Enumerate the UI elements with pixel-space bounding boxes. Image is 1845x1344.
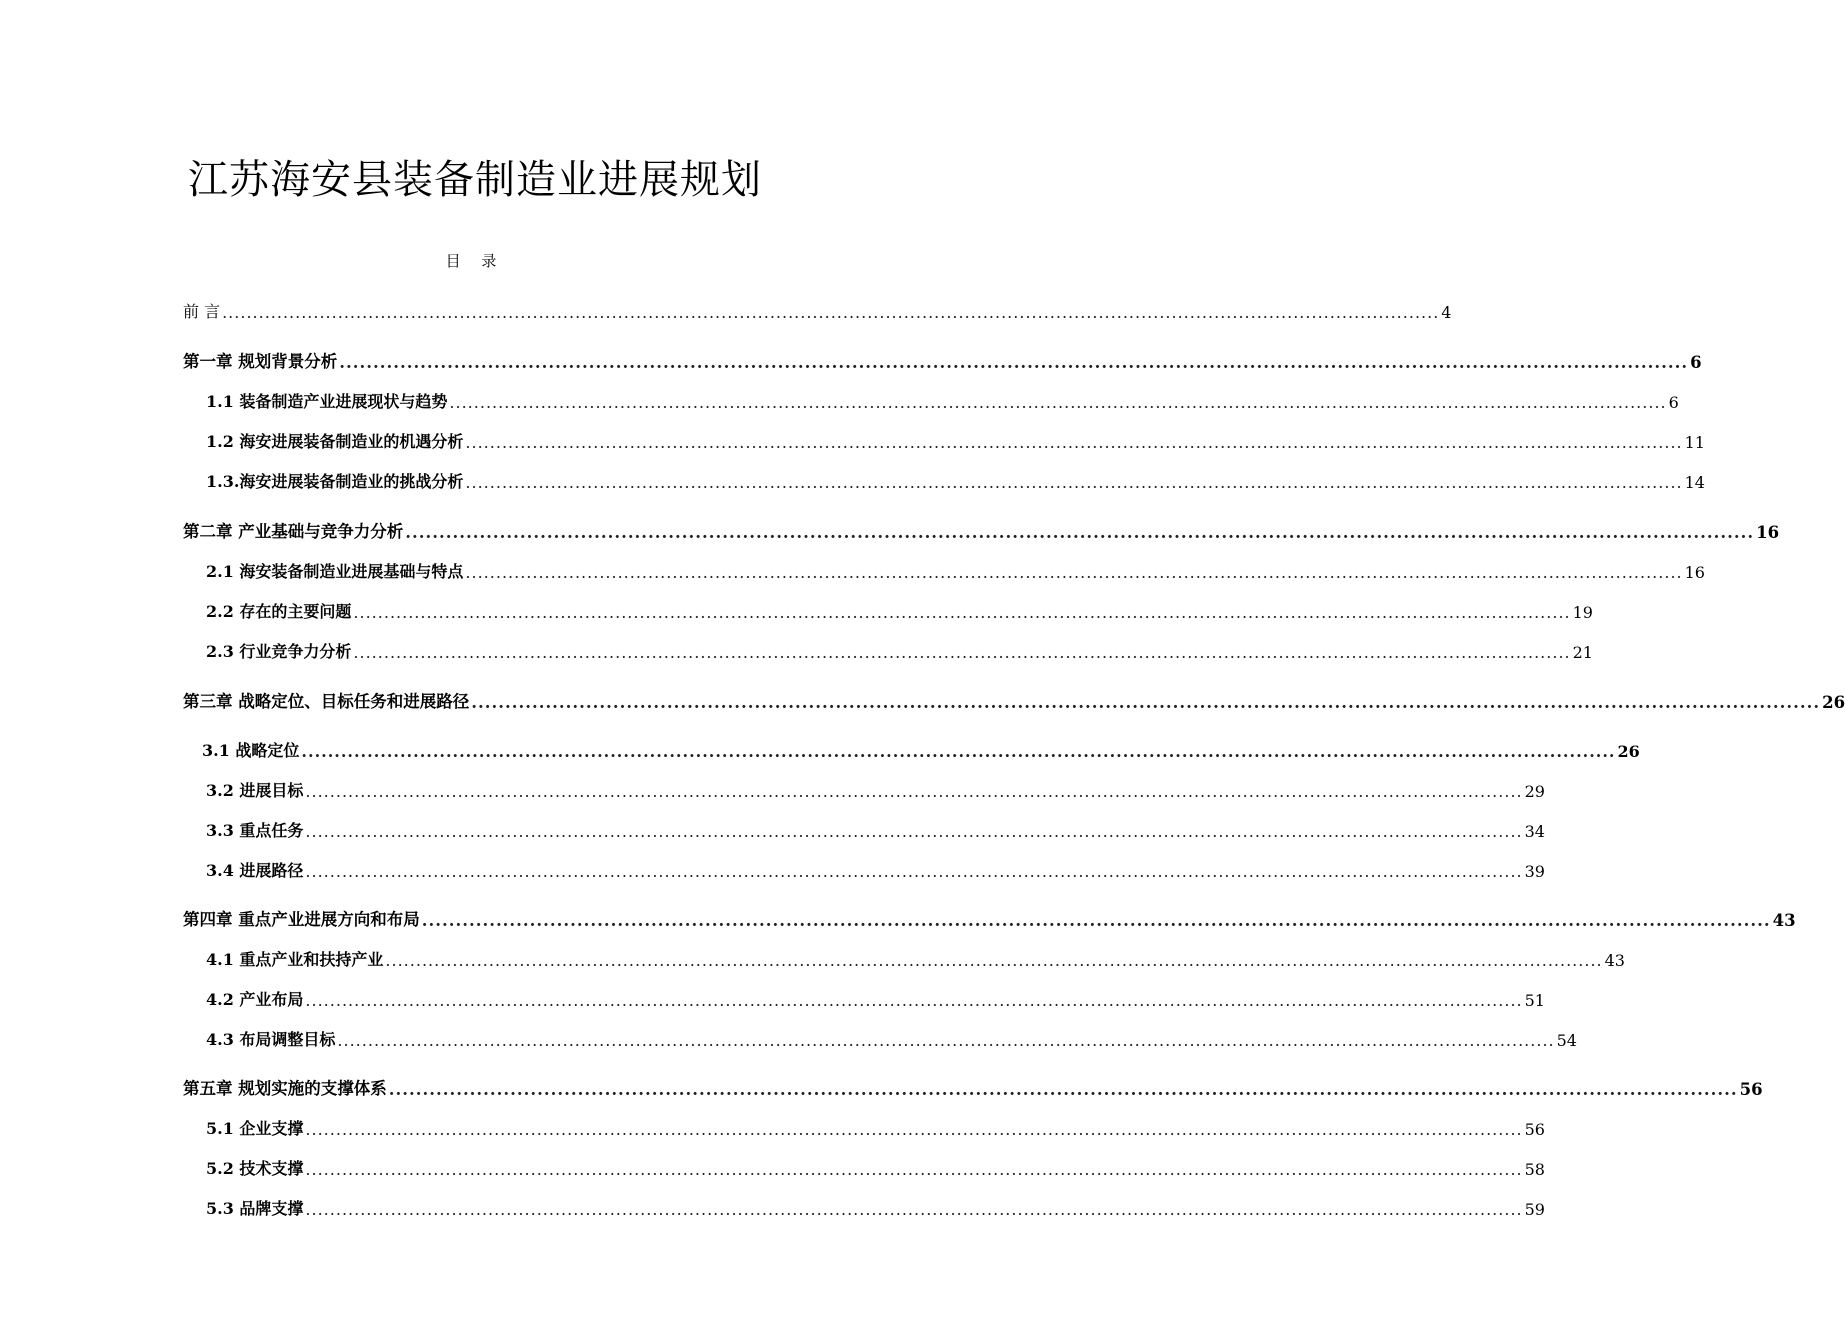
toc-leader-dots: ........................................................................................................................................................................................................ <box>305 862 1523 881</box>
toc-leader-dots: ........................................................................................................................................................................................................ <box>305 991 1523 1010</box>
toc-entry[interactable] <box>206 558 1705 582</box>
toc-leader-dots: ........................................................................................................................................................................................................ <box>305 822 1523 841</box>
toc-entry-label: 第四章 重点产业进展方向和布局 <box>183 910 420 929</box>
toc-entry-label: 第一章 规划背景分析 <box>183 352 338 371</box>
toc-entry[interactable] <box>206 598 1593 622</box>
toc-entry[interactable] <box>206 638 1593 662</box>
toc-entry-label: 3.3 重点任务 <box>206 821 304 840</box>
toc-entry[interactable] <box>206 428 1705 452</box>
toc-page-number: 56 <box>1739 1080 1763 1099</box>
toc-chapter-entry[interactable] <box>183 348 1702 372</box>
toc-page-number: 43 <box>1604 951 1625 970</box>
toc-page-number: 34 <box>1524 822 1545 841</box>
toc-entry-label: 3.1 战略定位 <box>202 741 300 760</box>
toc-entry[interactable] <box>206 857 1545 881</box>
toc-entry-label: 5.2 技术支撑 <box>206 1159 304 1178</box>
document-title: 江苏海安县装备制造业进展规划 <box>188 157 762 203</box>
toc-page-number: 58 <box>1524 1160 1545 1179</box>
toc-entry[interactable] <box>206 1026 1577 1050</box>
toc-entry[interactable] <box>206 468 1705 492</box>
toc-leader-dots: ........................................................................................................................................................................................................ <box>353 643 1571 662</box>
toc-leader-dots: ........................................................................................................................................................................................................ <box>465 433 1683 452</box>
toc-leader-dots: ........................................................................................................................................................................................................ <box>305 782 1523 801</box>
toc-page-number: 56 <box>1524 1120 1545 1139</box>
toc-heading: 目 录 <box>445 252 505 270</box>
toc-entry-label: 4.2 产业布局 <box>206 990 304 1009</box>
toc-entry[interactable] <box>206 1155 1545 1179</box>
toc-leader-dots: ........................................................................................................................................................................................................ <box>353 603 1571 622</box>
toc-entry-label: 2.1 海安装备制造业进展基础与特点 <box>206 562 464 581</box>
toc-page-number: 16 <box>1684 563 1705 582</box>
toc-page-number: 59 <box>1524 1200 1545 1219</box>
toc-entry-label: 3.4 进展路径 <box>206 861 304 880</box>
toc-page-number: 16 <box>1756 523 1780 542</box>
toc-page-number: 43 <box>1772 911 1796 930</box>
toc-entry-label: 第五章 规划实施的支撑体系 <box>183 1079 387 1098</box>
toc-entry[interactable] <box>206 1115 1545 1139</box>
toc-entry-label: 2.2 存在的主要问题 <box>206 602 352 621</box>
toc-leader-dots: ........................................................................................................................................................................................................ <box>449 393 1667 412</box>
toc-leader-dots: ........................................................................................................................................................................................................ <box>388 1080 1738 1099</box>
toc-leader-dots: ........................................................................................................................................................................................................ <box>465 473 1683 492</box>
toc-entry[interactable] <box>183 298 1452 322</box>
toc-entry-label: 第二章 产业基础与竞争力分析 <box>183 522 404 541</box>
toc-page-number: 54 <box>1556 1031 1577 1050</box>
toc-entry-label: 2.3 行业竞争力分析 <box>206 642 352 661</box>
toc-page-number: 26 <box>1617 742 1640 761</box>
toc-leader-dots: ........................................................................................................................................................................................................ <box>305 1200 1523 1219</box>
toc-page-number: 26 <box>1822 693 1845 712</box>
toc-page-number: 14 <box>1684 473 1705 492</box>
toc-chapter-entry[interactable] <box>183 906 1796 930</box>
toc-entry[interactable] <box>206 817 1545 841</box>
toc-entry-label: 1.1 装备制造产业进展现状与趋势 <box>206 392 448 411</box>
toc-page-number: 21 <box>1572 643 1593 662</box>
toc-entry-label: 1.2 海安进展装备制造业的机遇分析 <box>206 432 464 451</box>
toc-entry-label: 3.2 进展目标 <box>206 781 304 800</box>
toc-leader-dots: ........................................................................................................................................................................................................ <box>305 1160 1523 1179</box>
toc-entry-label: 第三章 战略定位、目标任务和进展路径 <box>183 692 470 711</box>
toc-entry-label: 4.3 布局调整目标 <box>206 1030 336 1049</box>
toc-entry[interactable] <box>206 946 1625 970</box>
toc-entry[interactable] <box>206 986 1545 1010</box>
toc-leader-dots: ........................................................................................................................................................................................................ <box>339 353 1689 372</box>
toc-leader-dots: ........................................................................................................................................................................................................ <box>337 1031 1555 1050</box>
toc-entry-label: 前 言 <box>183 302 221 321</box>
toc-entry[interactable] <box>206 388 1679 412</box>
toc-leader-dots: ........................................................................................................................................................................................................ <box>471 693 1821 712</box>
toc-page-number: 19 <box>1572 603 1593 622</box>
toc-entry[interactable] <box>206 1195 1545 1219</box>
toc-page-number: 29 <box>1524 782 1545 801</box>
toc-entry-label: 5.1 企业支撑 <box>206 1119 304 1138</box>
toc-entry[interactable] <box>202 737 1640 761</box>
toc-leader-dots: ........................................................................................................................................................................................................ <box>421 911 1771 930</box>
toc-leader-dots: ........................................................................................................................................................................................................ <box>301 742 1616 761</box>
toc-leader-dots: ........................................................................................................................................................................................................ <box>405 523 1755 542</box>
toc-page-number: 6 <box>1668 393 1679 412</box>
toc-chapter-entry[interactable] <box>183 688 1845 712</box>
toc-page-number: 6 <box>1690 353 1702 372</box>
toc-leader-dots: ........................................................................................................................................................................................................ <box>222 303 1440 322</box>
toc-page-number: 4 <box>1441 303 1452 322</box>
toc-leader-dots: ........................................................................................................................................................................................................ <box>385 951 1603 970</box>
toc-entry-label: 4.1 重点产业和扶持产业 <box>206 950 384 969</box>
toc-entry[interactable] <box>206 777 1545 801</box>
toc-page-number: 39 <box>1524 862 1545 881</box>
toc-chapter-entry[interactable] <box>183 1075 1763 1099</box>
toc-page-number: 11 <box>1684 433 1705 452</box>
toc-chapter-entry[interactable] <box>183 518 1780 542</box>
toc-entry-label: 1.3.海安进展装备制造业的挑战分析 <box>206 472 464 491</box>
toc-leader-dots: ........................................................................................................................................................................................................ <box>305 1120 1523 1139</box>
toc-leader-dots: ........................................................................................................................................................................................................ <box>465 563 1683 582</box>
toc-entry-label: 5.3 品牌支撑 <box>206 1199 304 1218</box>
toc-page-number: 51 <box>1524 991 1545 1010</box>
